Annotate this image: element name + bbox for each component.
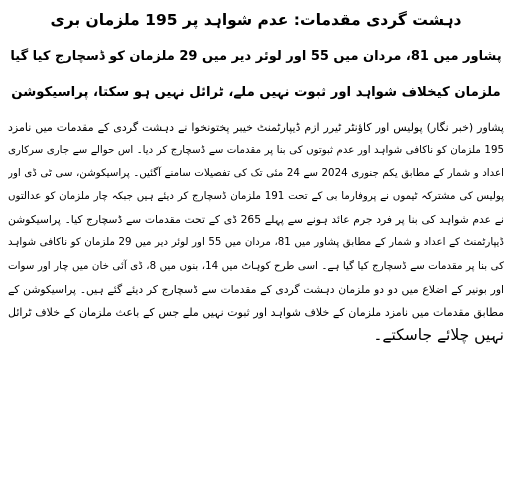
body-line: اعداد و شمار کے مطابق یکم جنوری 2024 سے 24 مئی تک کی تفصیلات سامنے آگئیں۔ پراسیکوشن، سی ٹی ڈی اور	[8, 167, 504, 180]
body-line: کی بنا پر مقدمات سے ڈسچارج کیا گیا ہے۔ اسی طرح کوہاٹ میں 14، بنوں میں 8، ڈی آئی خان میں چار اور سوات	[8, 259, 504, 272]
main-headline: دہشت گردی مقدمات: عدم شواہد پر 195 ملزمان بری	[50, 11, 462, 29]
sub-headline: پشاور میں 81، مردان میں 55 اور لوئر دیر میں 29 ملزمان کو ڈسچارج کیا گیا	[10, 49, 502, 64]
article-body	[8, 116, 504, 347]
body-line: نے عدم شواہد کی بنا پر فرد جرم عائد ہونے سے پہلے 265 ڈی کے تحت مقدمات سے ڈسچارج کیا۔ پراسیکوشن	[8, 213, 504, 227]
body-line: ڈیپارٹمنٹ کے اعداد و شمار کے مطابق پشاور میں 81، مردان میں 55 اور لوئر دیر میں 29 ملزمان کو ناکافی شواہد	[8, 236, 504, 249]
body-line: پشاور (خبر نگار) پولیس اور کاؤنٹر ٹیرر ازم ڈیپارٹمنٹ خیبر پختونخوا نے دہشت گردی کے مقدمات میں نامزد	[8, 121, 504, 134]
body-line: 195 ملزمان کو ناکافی شواہد اور عدم ثبوتوں کی بنا پر مقدمات سے ڈسچارج کر دیا۔ اس حوالے سے جاری سرکاری	[8, 144, 504, 157]
body-line: مطابق مقدمات میں نامزد ملزمان کے خلاف شواہد اور ثبوت نہیں ملے جس کے باعث ملزمان کے خلاف ٹرائل	[8, 305, 504, 319]
body-line: نہیں چلائے جاسکتے۔	[373, 325, 504, 344]
body-line: پولیس کی مشترکہ ٹیموں نے پروفارما بی کے تحت 191 ملزمان ڈسچارج کر دیئے ہیں جبکہ چار ملزمان کو عدالتوں	[8, 190, 504, 203]
sub-headline-quote: ملزمان کیخلاف شواہد اور ثبوت نہیں ملے، ٹرائل نہیں ہو سکتا، پراسیکوشن	[11, 85, 501, 100]
body-line: اور بونیر کے اضلاع میں دو دو ملزمان دہشت گردی کے مقدمات سے ڈسچارج کر دیئے گئے ہیں۔ پراسیکوشن کے	[8, 282, 504, 296]
